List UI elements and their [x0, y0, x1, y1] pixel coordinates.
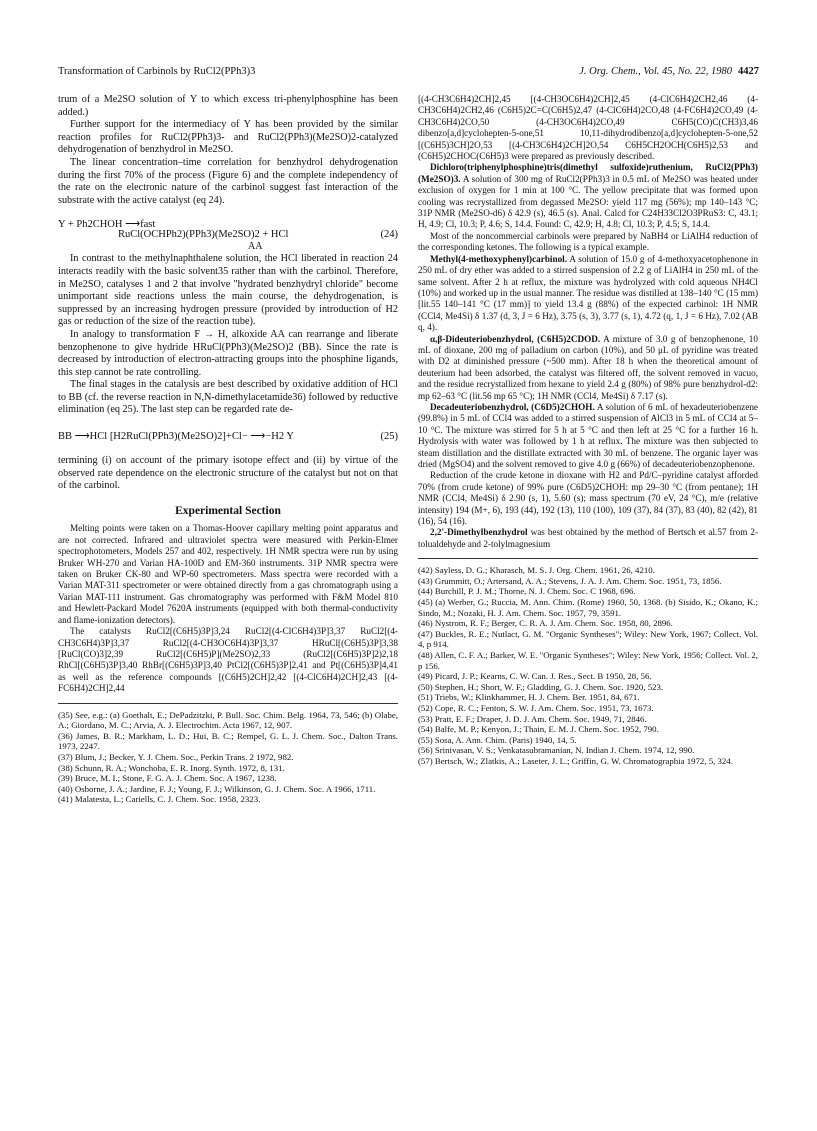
reference: (56) Srinivasan, V. S.; Venkatasubramanian, N. Indian J. Chem. 1974, 12, 990. — [418, 745, 695, 756]
running-head-title: Transformation of Carbinols by RuCl2(PPh3)3 — [58, 66, 256, 77]
paragraph: Further support for the intermediacy of Y has been provided by the similar reaction profiles for RuCl2(PPh3)3- and RuCl2(PPh3)(Me2SO)2-catalyzed dehydrogenation of benzhydrol in Me2SO. — [58, 119, 398, 156]
equation-25 — [58, 425, 398, 447]
reference: (48) Allen, C. F. A.; Barker, W. E. "Organic Syntheses"; Wiley: New York, 1956; Collect. Vol. 2, p 156. — [418, 650, 758, 671]
paragraph: The final stages in the catalysis are best described by oxidative addition of HCl to BB (cf. the reverse reaction in N,N-dimethylacetamide36) followed by reductive elimination (eq 25). The last step can be regarded rate de- — [58, 379, 398, 416]
paragraph: Most of the noncommercial carbinols were prepared by NaBH4 or LiAlH4 reduction of the corresponding ketones. The following is a typical example. — [418, 230, 758, 253]
paragraph: Reduction of the crude ketone in dioxane with H2 and Pd/C–pyridine catalyst afforded 70% (from crude ketone) of 99% pure (C6D5)2CHOH: mp 29–30 °C (from pentane); 1H NMR (CCl4, Me4Si) δ 2.90 (s, 1), 5.60 (s); mass spectrum (70 eV, 24 °C), m/e (relative intensity) 194 (M+, 6), 193 (44), 192 (13), 110 (100), 109 (37), 84 (37), 83 (40), 82 (42), 81 (16), 54 (16). — [418, 470, 758, 527]
paragraph-body: A solution of 15.0 g of 4-methoxyacetophenone in 250 mL of dry ether was added to a stirred suspension of 2.2 g of LiAlH4 in 250 mL of the same solvent. After 2 h at reflux, the mixture was hydrolyzed with cold aqueous NH4Cl (10%) and worked up in the usual manner. The residue was distilled at 138–140 °C (15 mm) [lit.55 140–141 °C (17 mm)] to yield 13.4 g (88%) of the expected carbinol: 1H NMR (CCl4, Me4Si) δ 1.37 (d, 3, J = 6 Hz), 3.75 (s, 3), 3.77 (s, 1), 4.72 (q, 1, J = 6 Hz), 7.02 (AB q, 4). — [418, 253, 758, 333]
reference: (53) Pratt, E. F.; Draper, J. D. J. Am. Chem. Soc. 1949, 71, 2846. — [418, 713, 647, 724]
reference: (40) Osborne, J. A.; Jardine, F. J.; Young, F. J.; Wilkinson, G. J. Chem. Soc. A 1966, 1711. — [58, 783, 376, 794]
reference: (50) Stephen, H.; Short, W. F.; Gladding, G. J. Chem. Soc. 1920, 523. — [418, 681, 664, 692]
equation-lhs: Y + Ph2CHOH ⟶fast — [58, 219, 156, 231]
reference: (45) (a) Werber, G.; Ruccia, M. Ann. Chim. (Rome) 1960, 50, 1368. (b) Sisido, K.; Okano, K.; Sindo, M.; Nozaki, H. J. Am. Chem. Soc. 1957, 79, 3591. — [418, 597, 758, 618]
equation-number: (25) — [380, 431, 398, 443]
reference-list — [58, 710, 398, 805]
reference: (46) Nystrom, R. F.; Berger, C. R. A. J. Am. Chem. Soc. 1958, 80, 2896. — [418, 618, 673, 629]
paragraph — [418, 402, 758, 470]
paragraph — [418, 254, 758, 334]
reference: (51) Triebs, W.; Klinkhammer, H. J. Chem. Ber. 1951, 84, 671. — [418, 692, 640, 703]
paragraph — [418, 334, 758, 402]
compound-title: 2,2'-Dimethylbenzhydrol — [430, 527, 528, 538]
reference: (44) Burchill, P. J. M.; Thorne, N. J. Chem. Soc. C 1968, 696. — [418, 586, 636, 597]
reference-list — [418, 565, 758, 766]
running-head-journal — [579, 66, 759, 82]
compound-title: Methyl(4-methoxyphenyl)carbinol. — [430, 253, 568, 264]
reference: (52) Cope, R. C.; Fenton, S. W. J. Am. Chem. Soc. 1951, 73, 1673. — [418, 702, 654, 713]
paragraph — [418, 527, 758, 550]
equation-body: BB ⟶HCl [H2RuCl(PPh3)(Me2SO)2]+Cl− ⟶−H2 Y — [58, 431, 294, 443]
paragraph: termining (i) on account of the primary isotope effect and (ii) by virtue of the observed rate dependence on the electronic structure of the catalyst but not on that of the carbinol. — [58, 455, 398, 492]
right-column — [418, 94, 758, 767]
reference: (57) Bertsch, W.; Zlatkis, A.; Laseter, J. L.; Griffin, G. W. Chromatographia 1972, 5, 324. — [418, 755, 733, 766]
left-column — [58, 94, 398, 805]
equation-label: AA — [248, 241, 263, 253]
reference: (55) Sosa, A. Ann. Chim. (Paris) 1940, 14, 5. — [418, 734, 577, 745]
paragraph: In analogy to transformation F → H, alkoxide AA can rearrange and liberate benzophenone to give hydride HRuCl(PPh3)(Me2SO)2 (BB). Since the rate is decreased by introduction of electron-attracting groups into the phosphine ligands, this step cannot be rate controlling. — [58, 328, 398, 378]
footnote-divider — [58, 703, 398, 704]
reference: (49) Picard, J. P.; Kearns, C. W. Can. J. Res., Sect. B 1950, 28, 56. — [418, 671, 652, 682]
paragraph-body: was best obtained by the method of Bertsch et al.57 from 2-tolualdehyde and 2-tolylmagnesium — [418, 527, 759, 549]
reference: (38) Schunn, R. A.; Wonchoba, E. R. Inorg. Synth. 1972, 8, 131. — [58, 762, 285, 773]
reference: (39) Bruce, M. I.; Stone, F. G. A. J. Chem. Soc. A 1967, 1238. — [58, 773, 277, 784]
compound-title: Dichloro(triphenylphosphine)tris(dimethyl sulfoxide)ruthenium, RuCl2(PPh3)(Me2SO)3. — [418, 162, 758, 184]
paragraph: [(4-CH3C6H4)2CH]2,45 [(4-CH3OC6H4)2CH]2,45 (4-ClC6H4)2CH2,46 (4-CH3C6H4)2CH2,46 (C6H5)2C=C(C6H5)2,47 (4-ClC6H4)2CO,48 (4-FC6H4)2CO,49 (4-CH3C6H4)2CO,50 (4-CH3OC6H4)2CO,49 C6H5(CO)C(CH3)3,46 dibenzo[a,d]cyclohepten-5-one,51 10,11-dihydrodibenzo[a,d]cyclohepten-5-one,52 [(C6H5)3CH]2O,53 [(4-CH3C6H4)2CH]2O,54 C6H5CH2OCH(C6H5)2,53 and (C6H5)2CHOC(C6H5)3 were prepared as previously described. — [418, 94, 758, 162]
section-heading: Experimental Section — [175, 504, 281, 517]
reference: (41) Malatesta, L.; Cariells, C. J. Chem. Soc. 1958, 2323. — [58, 794, 261, 805]
paragraph: The catalysts RuCl2[(C6H5)3P]3,24 RuCl2[(4-ClC6H4)3P]3,37 RuCl2[(4-CH3C6H4)3P]3,37 RuCl2[(4-CH3OC6H4)3P]3,37 HRuCl[(C6H5)3P]3,38 [RuCl(CO)3]2,39 RuCl2[(C6H5)P](Me2SO)2,33 (RuCl2[(C6H5)3P]2)2,18 RhCl[(C6H5)3P]3,40 RhBr[(C6H5)3P]3,40 PtCl2[(C6H5)3P]2,41 and Pt[(C6H5)3P]4,41 as well as the reference compounds [(C6H5)2CH]2,42 [(4-ClC6H4)2CH]2,43 [(4-FC6H4)2CH]2,44 — [58, 626, 398, 694]
compound-title: Decadeuteriobenzhydrol, (C6D5)2CHOH. — [430, 401, 595, 412]
reference: (35) See, e.g.: (a) Goethalt, E.; DePadzitzki, P. Bull. Soc. Chim. Belg. 1964, 73, 546; (b) Olabe, A.; Giordano, M. C.; Arvia, A. J. Electrochim. Acta 1967, 12, 907. — [58, 709, 398, 731]
paragraph-body: A mixture of 3.0 g of benzophenone, 10 mL of dioxane, 200 mg of palladium on carbon (10%), and 50 μL of pyridine was treated with D2 at diminished pressure (~500 mm). After 18 h when the theoretical amount of deuterium had been adsorbed, the catalyst was filtered off, the solvent removed in vacuo, and the residue recrystallized from hexane to yield 2.4 g (80%) of 98% pure benzhydrol-d2: mp 62–63 °C (lit.56 mp 65 °C); 1H NMR (CCl4, Me4Si) δ 7.17 (s). — [418, 333, 758, 401]
reference: (47) Buckles, R. E.; Nutlact, G. M. "Organic Syntheses"; Wiley: New York, 1967; Collect. Vol. 4, p 914. — [418, 628, 758, 650]
paragraph: Melting points were taken on a Thomas-Hoover capillary melting point apparatus and are not corrected. Infrared and ultraviolet spectra were measured with Perkin-Elmer spectrophotometers, Models 257 and 402, respectively. 1H NMR spectra were run by using Bruker WH-270 and Varian HA-100D and EM-360 instruments. 31P NMR spectra were taken on Bruker CK-80 and WP-60 spectrometers. Mass spectra were recorded with a Varian MAT-311 spectrometer or were obtained directly from a gas chromatograph using a Varian MAT-111 instrument. Gas chromatography was performed with F&M Model 810 and Hewlett-Packard Model 7620A instruments (equipped with both thermal-conductivity and flame-ionization detectors). — [58, 523, 398, 625]
reference: (54) Balfe, M. P.; Kenyon, J.; Thain, E. M. J. Chem. Soc. 1952, 790. — [418, 724, 659, 735]
paragraph-body: A solution of 300 mg of RuCl2(PPh3)3 in 0.5 mL of Me2SO was heated under exclusion of oxygen for 1 min at 100 °C. The yellow precipitate that was formed upon cooling was recrystallized from degassed Me2SO: yield 117 mg (56%); mp 140–143 °C; 31P NMR (Me2SO-d6) δ 42.9 (s), 46.5 (s). Anal. Calcd for C24H33Cl2O3PRuS3: C, 43.1; H, 4.9; Cl, 10.3; P, 4.6; S, 14.4. Found: C, 42.9; H, 4.8; Cl, 10.3; P, 4.5; S, 14.4. — [418, 173, 758, 230]
journal-citation: J. Org. Chem., Vol. 45, No. 22, 1980 — [579, 66, 732, 77]
page-number: 4427 — [738, 66, 759, 77]
paragraph-body: A solution of 6 mL of hexadeuteriobenzene (99.8%) in 5 mL of CCl4 was added to a stirred suspension of AlCl3 in 5 mL of CCl4 at 5–10 °C. The mixture was stirred for 5 h at 5 °C and then left at 25 °C for a further 16 h. Hydrolysis with water was followed by 1 h at reflux. The mixture was then subjected to steam distillation and the distillate extracted with 30 mL of benzene. The organic layer was dried (MgSO4) and the solvent removed to give 4.0 g (66%) of decadeuteriobenzophenone. — [418, 401, 758, 469]
reference: (36) James, B. R.; Markham, L. D.; Hui, B. C.; Rempel, G. L. J. Chem. Soc., Dalton Trans. 1973, 2247. — [58, 730, 398, 752]
paragraph — [418, 162, 758, 230]
equation-number: (24) — [380, 229, 398, 241]
reference: (42) Sayless, D. G.; Kharasch, M. S. J. Org. Chem. 1961, 26, 4210. — [418, 565, 655, 576]
paragraph: The linear concentration–time correlation for benzhydrol dehydrogenation during the first 70% of the process (Figure 6) and the complete independency of the rate on the electronic nature of the carbinol suggest fast interaction of the substrate with the active catalyst (eq 24). — [58, 156, 398, 206]
equation-rhs: RuCl(OCHPh2)(PPh3)(Me2SO)2 + HCl — [118, 229, 289, 241]
reference: (37) Blum, J.; Becker, Y. J. Chem. Soc., Perkin Trans. 2 1972, 982. — [58, 751, 294, 762]
compound-title: α,β-Dideuteriobenzhydrol, (C6H5)2CDOD. — [430, 333, 601, 344]
running-head — [58, 66, 759, 82]
footnote-divider — [418, 558, 758, 559]
reference: (43) Grummitt, O.; Artersand, A. A.; Stevens, J. A. J. Am. Chem. Soc. 1951, 73, 1856. — [418, 575, 722, 586]
equation-24 — [58, 213, 398, 253]
paragraph: trum of a Me2SO solution of Y to which excess tri-phenylphosphine has been added.) — [58, 94, 398, 118]
paragraph: In contrast to the methylnaphthalene solution, the HCl liberated in reaction 24 interacts readily with the basic solvent35 rather than with the carbinol. Therefore, in Me2SO, catalyses 1 and 2 that involve "hydrated benzhydryl chloride" become unimportant side reactions unless the main course, the dehydrogenation, is suppressed by an increasing hydrogen pressure (provided by introduction of H2 gas or reduction of the size of the reaction tube). — [58, 253, 398, 328]
